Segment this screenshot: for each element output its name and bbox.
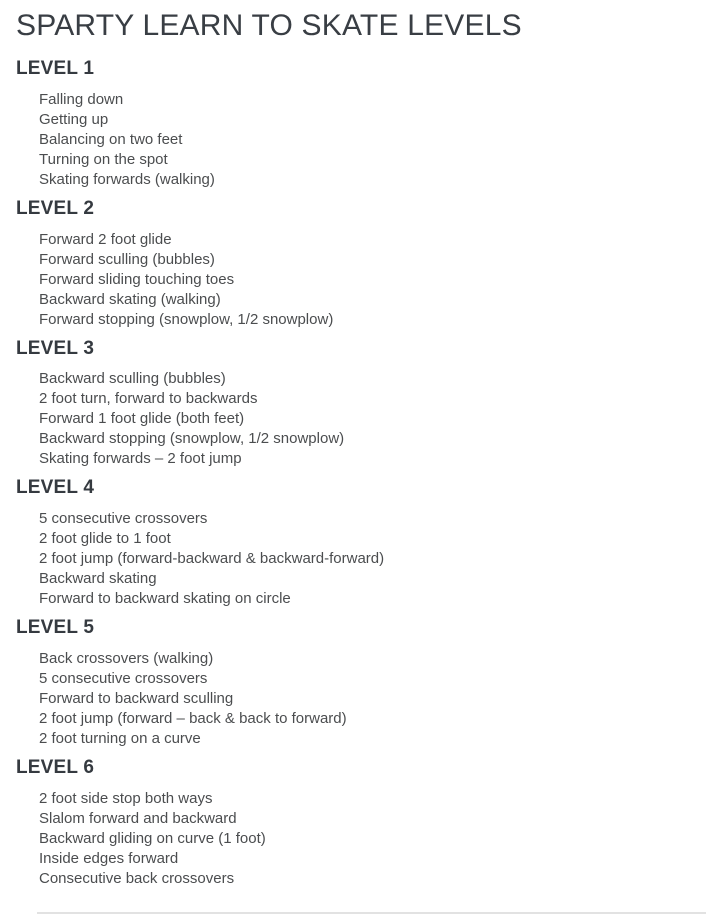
- skill-item: 2 foot turn, forward to backwards: [39, 390, 258, 408]
- skill-item: Skating forwards – 2 foot jump: [39, 450, 242, 468]
- bottom-divider: [37, 912, 706, 914]
- skill-item: Inside edges forward: [39, 849, 179, 867]
- level-6-skill-list: [16, 789, 706, 889]
- level-2-heading: LEVEL 2: [16, 197, 95, 219]
- level-3-heading: LEVEL 3: [16, 337, 95, 359]
- skill-item: Getting up: [39, 110, 109, 128]
- level-4-heading: LEVEL 4: [16, 477, 95, 499]
- skill-item: Backward gliding on curve (1 foot): [39, 829, 266, 847]
- level-5-heading: LEVEL 5: [16, 617, 95, 639]
- skill-item: Backward skating: [39, 570, 157, 588]
- skill-item: Forward stopping (snowplow, 1/2 snowplow): [39, 310, 334, 328]
- level-section-5: [16, 617, 706, 749]
- skill-item: Forward 1 foot glide (both feet): [39, 410, 245, 428]
- level-2-skill-list: [16, 230, 706, 330]
- skill-item: Forward sculling (bubbles): [39, 250, 215, 268]
- skill-item: Backward stopping (snowplow, 1/2 snowplow): [39, 430, 345, 448]
- skill-item: Forward 2 foot glide: [39, 230, 172, 248]
- skill-item: 5 consecutive crossovers: [39, 669, 208, 687]
- skill-item: Consecutive back crossovers: [39, 869, 235, 887]
- skill-item: Backward skating (walking): [39, 290, 221, 308]
- level-3-skill-list: [16, 369, 706, 469]
- skill-item: Backward sculling (bubbles): [39, 370, 226, 388]
- level-1-heading: LEVEL 1: [16, 58, 95, 79]
- level-5-skill-list: [16, 649, 706, 749]
- level-1-skill-list: [16, 90, 706, 190]
- level-section-2: [16, 198, 706, 330]
- skill-item: Balancing on two feet: [39, 130, 183, 148]
- skill-item: Slalom forward and backward: [39, 809, 237, 827]
- level-4-skill-list: [16, 509, 706, 609]
- skill-item: Back crossovers (walking): [39, 649, 214, 667]
- skill-item: 2 foot glide to 1 foot: [39, 530, 171, 548]
- skill-item: Skating forwards (walking): [39, 170, 215, 188]
- level-6-heading: LEVEL 6: [16, 756, 95, 778]
- skill-item: Forward to backward sculling: [39, 689, 234, 707]
- level-section-3: [16, 338, 706, 470]
- level-section-4: [16, 477, 706, 609]
- page-title: SPARTY LEARN TO SKATE LEVELS: [16, 9, 522, 42]
- skill-item: 5 consecutive crossovers: [39, 510, 208, 528]
- level-section-1: [16, 58, 706, 190]
- skill-item: 2 foot jump (forward-backward & backward-forward): [39, 550, 385, 568]
- skill-item: Forward to backward skating on circle: [39, 590, 291, 608]
- skill-item: Turning on the spot: [39, 150, 168, 168]
- skill-item: Forward sliding touching toes: [39, 270, 235, 288]
- skill-item: 2 foot turning on a curve: [39, 729, 201, 747]
- level-section-6: [16, 757, 706, 889]
- skill-item: 2 foot side stop both ways: [39, 789, 213, 807]
- skill-item: Falling down: [39, 90, 124, 108]
- skill-item: 2 foot jump (forward – back & back to forward): [39, 709, 347, 727]
